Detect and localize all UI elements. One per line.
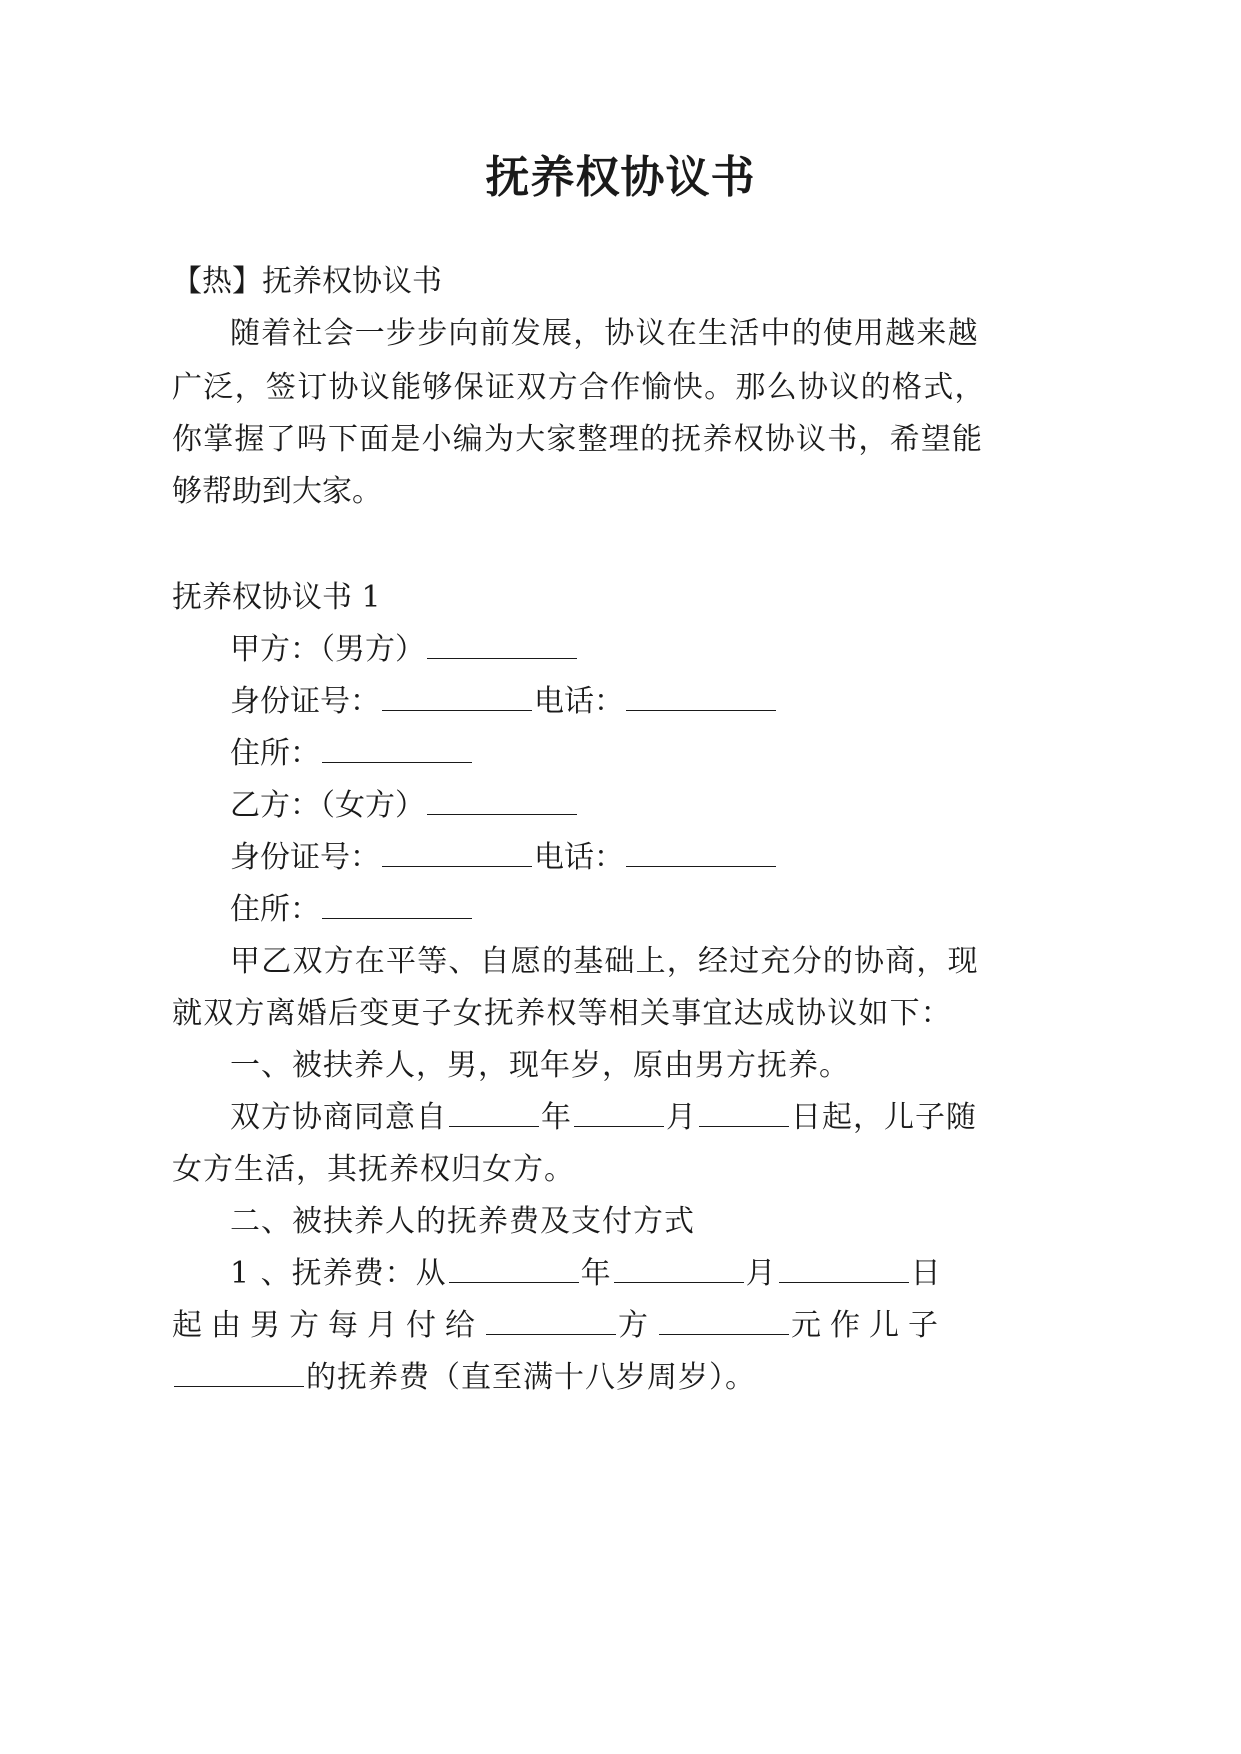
clause2-day-label: 日 bbox=[910, 1256, 942, 1291]
clause2-line-2 bbox=[172, 1304, 947, 1348]
clause2-party-blank bbox=[486, 1306, 616, 1335]
clause2-line-3 bbox=[172, 1356, 756, 1400]
party-b-label: 乙方：（女方） bbox=[230, 788, 425, 823]
clause1-day-blank bbox=[699, 1098, 789, 1127]
clause1-month-label: 月 bbox=[666, 1100, 697, 1135]
party-a-address-blank bbox=[322, 734, 472, 763]
clause2-child-blank bbox=[174, 1358, 304, 1387]
clause2-month-blank bbox=[614, 1254, 744, 1283]
document-title: 抚养权协议书 bbox=[485, 152, 756, 203]
clause2-end-text: 的抚养费（直至满十八岁周岁）。 bbox=[306, 1360, 756, 1395]
intro-line-4: 够帮助到大家。 bbox=[172, 474, 382, 509]
intro-line-2: 广泛，签订协议能够保证双方合作愉快。那么协议的格式， bbox=[172, 370, 986, 405]
party-a-row bbox=[230, 628, 579, 672]
party-a-name-blank bbox=[427, 630, 577, 659]
party-a-phone-blank bbox=[626, 682, 776, 711]
party-a-id-blank bbox=[382, 682, 532, 711]
clause1-start-text: 双方协商同意自 bbox=[230, 1100, 447, 1135]
agreement-line-2: 就双方离婚后变更子女抚养权等相关事宜达成协议如下： bbox=[172, 996, 952, 1031]
clause2-title: 二、被扶养人的抚养费及支付方式 bbox=[230, 1204, 695, 1239]
clause1-title: 一、被扶养人，男，现年岁，原由男方抚养。 bbox=[230, 1048, 850, 1083]
party-b-address-label: 住所： bbox=[230, 892, 320, 927]
clause2-amount-text: 元作儿子 bbox=[791, 1308, 947, 1343]
party-a-label: 甲方：（男方） bbox=[230, 632, 425, 667]
clause2-payment-text: 起由男方每月付给 bbox=[172, 1308, 484, 1343]
party-b-phone-label: 电话： bbox=[534, 840, 624, 875]
party-b-address-row bbox=[230, 888, 474, 932]
clause1-year-label: 年 bbox=[541, 1100, 572, 1135]
clause1-line-2: 女方生活，其抚养权归女方。 bbox=[172, 1152, 575, 1187]
agreement-line-1: 甲乙双方在平等、自愿的基础上，经过充分的协商，现 bbox=[230, 944, 979, 979]
clause2-year-blank bbox=[449, 1254, 579, 1283]
clause1-day-text: 日起，儿子随 bbox=[791, 1100, 977, 1135]
intro-line-1: 随着社会一步步向前发展，协议在生活中的使用越来越 bbox=[230, 316, 979, 351]
party-b-id-label: 身份证号： bbox=[230, 840, 380, 875]
clause2-party-label: 方 bbox=[618, 1308, 657, 1343]
intro-line-3: 你掌握了吗下面是小编为大家整理的抚养权协议书，希望能 bbox=[172, 422, 984, 457]
party-b-id-blank bbox=[382, 838, 532, 867]
party-b-name-blank bbox=[427, 786, 577, 815]
party-a-id-label: 身份证号： bbox=[230, 684, 380, 719]
party-b-phone-blank bbox=[626, 838, 776, 867]
party-a-phone-label: 电话： bbox=[534, 684, 624, 719]
clause1-month-blank bbox=[574, 1098, 664, 1127]
clause1-year-blank bbox=[449, 1098, 539, 1127]
clause1-line-1 bbox=[230, 1096, 977, 1140]
party-a-id-row bbox=[230, 680, 778, 724]
clause2-line-1 bbox=[230, 1252, 942, 1296]
clause2-month-label: 月 bbox=[745, 1256, 777, 1291]
party-b-address-blank bbox=[322, 890, 472, 919]
clause2-day-blank bbox=[779, 1254, 909, 1283]
party-b-id-row bbox=[230, 836, 778, 880]
party-b-row bbox=[230, 784, 579, 828]
clause2-year-label: 年 bbox=[580, 1256, 612, 1291]
party-a-address-label: 住所： bbox=[230, 736, 320, 771]
party-a-address-row bbox=[230, 732, 474, 776]
document-heading: 【热】抚养权协议书 bbox=[172, 264, 442, 299]
clause2-start-text: 1 、抚养费：从 bbox=[230, 1256, 447, 1291]
clause2-amount-blank bbox=[659, 1306, 789, 1335]
section-title: 抚养权协议书 1 bbox=[172, 580, 381, 615]
